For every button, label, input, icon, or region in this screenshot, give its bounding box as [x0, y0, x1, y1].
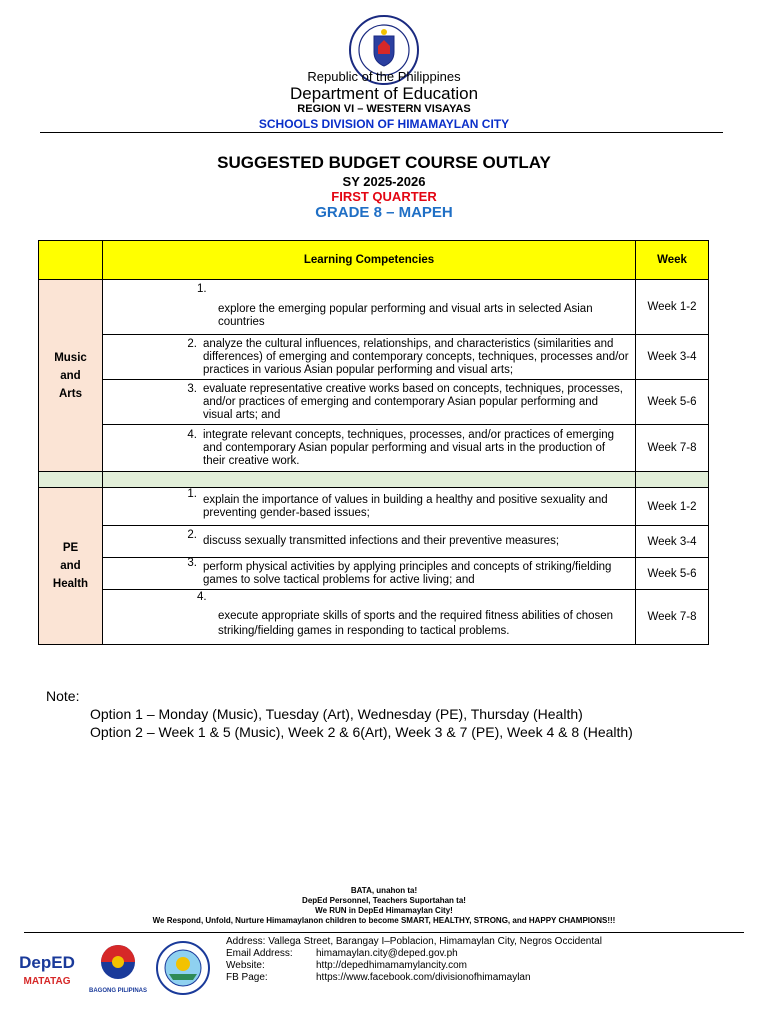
competency-number: 4. — [197, 591, 207, 603]
competency-number: 2. — [187, 529, 197, 541]
deped-matatag-logo — [14, 948, 80, 990]
table-row — [39, 526, 709, 558]
competency-number: 2. — [187, 337, 197, 350]
separator-cell — [636, 472, 709, 488]
competency-number: 3. — [187, 382, 197, 395]
footer-tagline-2: DepEd Personnel, Teachers Suportahan ta! — [302, 896, 466, 905]
competency-number: 1. — [187, 487, 197, 500]
header-competencies: Learning Competencies — [103, 241, 636, 280]
competency-number: 3. — [187, 556, 197, 569]
department-line: Department of Education — [289, 84, 479, 103]
competency-cell — [103, 558, 636, 590]
logo-matatag-text: MATATAG — [23, 976, 71, 987]
table-row — [39, 335, 709, 380]
quarter-label: FIRST QUARTER — [331, 189, 437, 204]
website-link[interactable]: http://depedhimamamylancity.com — [316, 960, 467, 971]
category-label: PE and Health — [52, 542, 89, 590]
table-row — [39, 558, 709, 590]
week-cell: Week 5-6 — [636, 558, 709, 590]
email-value[interactable]: himamaylan.city@deped.gov.ph — [316, 948, 458, 959]
bagong-pilipinas-logo — [88, 940, 148, 996]
logo-bp-text: BAGONG PILIPINAS — [88, 988, 148, 994]
week-cell: Week 3-4 — [636, 526, 709, 558]
separator-row — [39, 472, 709, 488]
table-row — [39, 280, 709, 335]
region-line: REGION VI – WESTERN VISAYAS — [297, 103, 471, 115]
footer-address: Address: Vallega Street, Barangay I–Poblacion, Himamaylan City, Negros Occidental — [226, 936, 602, 947]
competency-cell — [103, 425, 636, 472]
competency-text: analyze the cultural influences, relationships, and characteristics (similarities and differences) of emerging and contemporary concepts, techniques, processes and/or practices in various Asian popular performing and visual arts; — [203, 337, 629, 376]
competency-text: evaluate representative creative works based on concepts, techniques, processes, and/or practices of emerging and contemporary Asian popular performing and visual arts; and — [203, 382, 623, 421]
republic-line: Republic of the Philippines — [307, 69, 461, 84]
budget-table — [38, 240, 709, 645]
division-line: SCHOOLS DIVISION OF HIMAMAYLAN CITY — [258, 117, 510, 131]
fb-label: FB Page: — [226, 972, 268, 983]
competency-cell — [103, 526, 636, 558]
week-cell: Week 7-8 — [636, 590, 709, 645]
footer-tagline-1: BATA, unahon ta! — [350, 886, 418, 895]
competency-number: 1. — [197, 283, 207, 295]
category-label: Music and Arts — [54, 351, 87, 400]
footer-website-line — [226, 960, 467, 972]
week-cell: Week 7-8 — [636, 425, 709, 472]
competency-text: discuss sexually transmitted infections and their preventive measures; — [203, 535, 560, 547]
table-row — [39, 488, 709, 526]
header-blank — [39, 241, 103, 280]
footer-email-line — [226, 948, 458, 960]
footer-tagline-3: We RUN in DepEd Himamaylan City! — [315, 906, 453, 915]
website-label: Website: — [226, 960, 265, 971]
header-week: Week — [636, 241, 709, 280]
category-pe-health — [39, 488, 103, 645]
grade-subject: GRADE 8 – MAPEH — [315, 204, 453, 221]
separator-cell — [39, 472, 103, 488]
footer-divider — [24, 932, 744, 933]
week-cell: Week 5-6 — [636, 380, 709, 425]
fb-link[interactable]: https://www.facebook.com/divisionofhimamaylan — [316, 972, 531, 983]
note-option-1: Option 1 – Monday (Music), Tuesday (Art), Wednesday (PE), Thursday (Health) — [90, 706, 583, 722]
document-title: SUGGESTED BUDGET COURSE OUTLAY — [217, 153, 551, 172]
competency-text: execute appropriate skills of sports and the required fitness abilities of chosen striking/fielding games in responding to tactical problems. — [218, 610, 614, 637]
header-divider — [40, 132, 723, 133]
week-cell: Week 1-2 — [636, 488, 709, 526]
division-seal-logo — [153, 940, 213, 996]
competency-text: explore the emerging popular performing and visual arts in selected Asian countries — [218, 303, 593, 328]
competency-text: integrate relevant concepts, techniques, processes, and/or practices of emerging and contemporary Asian popular performing and visual arts in the production of their creative work. — [203, 428, 615, 467]
note-option-2: Option 2 – Week 1 & 5 (Music), Week 2 & 6(Art), Week 3 & 7 (PE), Week 4 & 8 (Health) — [90, 724, 633, 740]
table-row — [39, 590, 709, 645]
separator-cell — [103, 472, 636, 488]
note-label: Note: — [46, 688, 80, 704]
footer-fb-line — [226, 972, 531, 984]
table-header-row — [39, 241, 709, 280]
footer-tagline-4: We Respond, Unfold, Nurture Himamaylanon children to become SMART, HEALTHY, STRONG, and HAPPY CHAMPIONS!!! — [152, 916, 616, 925]
table-row — [39, 425, 709, 472]
competency-text: explain the importance of values in building a healthy and positive sexuality and preventing gender-based issues; — [203, 493, 608, 519]
competency-cell — [103, 380, 636, 425]
table-row — [39, 380, 709, 425]
competency-text: perform physical activities by applying principles and concepts of striking/fielding games to solve tactical problems for active living; and — [203, 560, 612, 586]
competency-cell — [103, 590, 636, 645]
competency-cell — [103, 280, 636, 335]
competency-cell — [103, 335, 636, 380]
week-cell: Week 3-4 — [636, 335, 709, 380]
school-year: SY 2025-2026 — [342, 174, 426, 189]
logo-deped-text: DepED — [19, 953, 75, 972]
email-label: Email Address: — [226, 948, 293, 959]
category-music-arts — [39, 280, 103, 472]
competency-number: 4. — [187, 428, 197, 441]
week-cell: Week 1-2 — [636, 280, 709, 335]
competency-cell — [103, 488, 636, 526]
